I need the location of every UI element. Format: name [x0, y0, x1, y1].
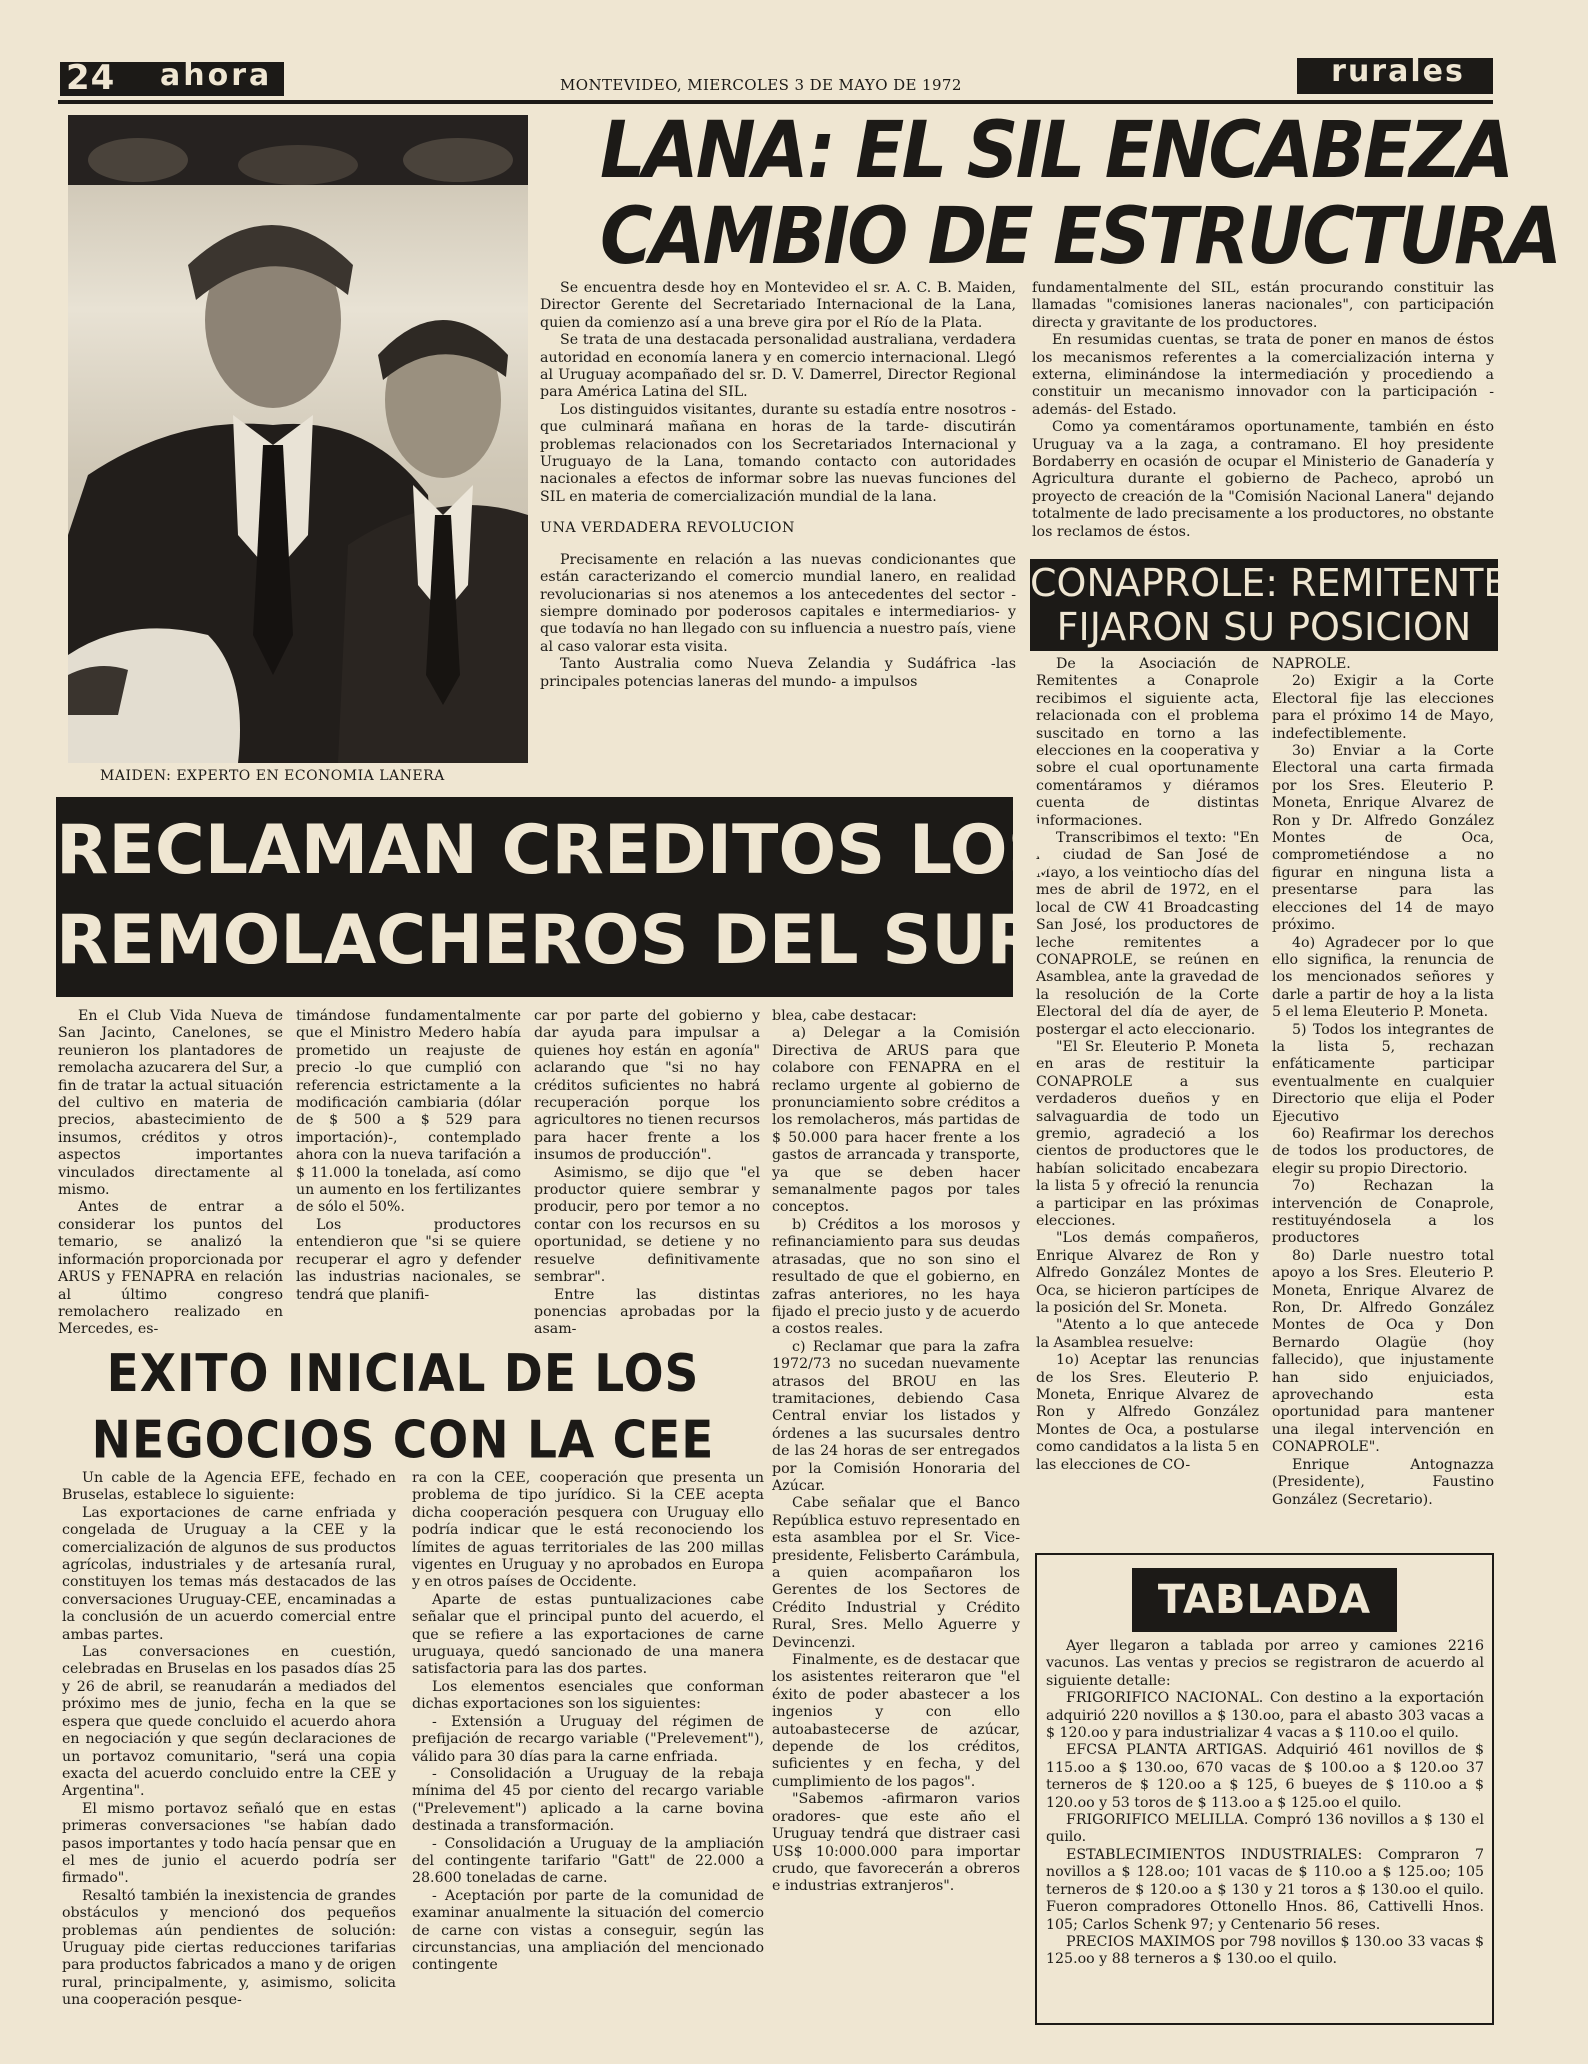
cee-headline-line1: EXITO INICIAL DE LOS — [106, 1343, 700, 1404]
remolacheros-paragraph: Antes de entrar a considerar los puntos del temario, se analizó la información proporcionada por ARUS y FENAPRA en relación al último congreso remolachero realizado en Mercedes, es- — [58, 1199, 283, 1338]
cee-paragraph: - Consolidación a Uruguay de la rebaja mínima del 45 por ciento del recargo variable ("Prelevement") aplicado a la carne bovina destinada a transformación. — [412, 1765, 764, 1835]
lana-paragraph: En resumidas cuentas, se trata de poner en manos de éstos los mecanismos referentes a la comercialización interna y externa, eliminándose la intermediación y procediendo a constituir un mecanismo innovador con la participación -además- del Estado. — [1032, 332, 1494, 418]
cee-paragraph: - Aceptación por parte de la comunidad de examinar anualmente la situación del comercio de carne con vistas a conseguir, según las circunstancias, una ampliación del mencionado contingente — [412, 1887, 764, 1974]
remolacheros-column-1 — [58, 1008, 283, 1338]
tablada-paragraph: PRECIOS MAXIMOS por 798 novillos $ 130.oo 33 vacas $ 125.oo y 88 terneros a $ 130.oo el quilo. — [1046, 1933, 1484, 1968]
section-right: rurales — [1331, 54, 1465, 89]
conaprole-paragraph: "El Sr. Eleuterio P. Moneta en aras de restituir la CONAPROLE a sus verdaderos dueños y en salvaguardia de todo un gremio, agradeció a los cientos de productores que le habían solicitado encabezara la lista 5 y ofreció la renuncia a participar en las próximas elecciones. — [1036, 1038, 1259, 1229]
cee-headline-line2: NEGOCIOS CON LA CEE — [91, 1410, 715, 1471]
remolacheros-paragraph: c) Reclamar que para la zafra 1972/73 no sucedan nuevamente atrasos del BROU en las tramitaciones, debiendo Casa Central enviar los listados y órdenes a las sucursales dentro de las 24 horas de ser entregados por la Comisión Honoraria del Azúcar. — [772, 1338, 1020, 1494]
section-left: ahora — [160, 58, 273, 93]
lana-headline-line1: LANA: EL SIL ENCABEZA — [600, 106, 1512, 196]
remolacheros-paragraph: Los productores entendieron que "si se quiere recuperar el agro y defender las industrias nacionales, se tendrá que planifi- — [296, 1216, 521, 1303]
lana-paragraph: Los distinguidos visitantes, durante su estadía entre nosotros -que culminará mañana en horas de la tarde- discutirán problemas relacionados con los Secretariados Internacional y Uruguayo de la Lana, tomando contacto con autoridades nacionales a efectos de informar sobre las nuevas funciones del SIL en materia de comercialización mundial de la lana. — [540, 401, 1016, 505]
remolacheros-column-2 — [296, 1008, 521, 1326]
lana-subhead: UNA VERDADERA REVOLUCION — [540, 520, 795, 537]
tablada-paragraph: FRIGORIFICO MELILLA. Compró 136 novillos a $ 130 el quilo. — [1046, 1812, 1484, 1846]
conaprole-column-2 — [1272, 656, 1494, 1546]
conaprole-paragraph: 4o) Agradecer por lo que ello significa, la renuncia de los mencionados señores y darle a partir de hoy a la lista 5 el lema Eleuterio P. Moneta. — [1272, 934, 1494, 1021]
tablada-paragraph: FRIGORIFICO NACIONAL. Con destino a la exportación adquirió 220 novillos a $ 130.oo, para el abasto 303 vacas a $ 120.oo y para industrializar 4 vacas a $ 110.oo el quilo. — [1046, 1690, 1484, 1742]
lana-column-1 — [540, 280, 1016, 787]
tablada-paragraph: Ayer llegaron a tablada por arreo y camiones 2216 vacunos. Las ventas y precios se registraron de acuerdo al siguiente detalle: — [1046, 1638, 1484, 1689]
remolacheros-paragraph: Asimismo, se dijo que "el productor quiere sembrar y producir, pero por temor a no contar con los recursos en su oportunidad, se detiene y no resuelve definitivamente sembrar". — [534, 1164, 760, 1286]
lana-paragraph: fundamentalmente del SIL, están procurando constituir las llamadas "comisiones laneras nacionales", con participación directa y gravitante de los productores. — [1032, 280, 1494, 331]
remolacheros-paragraph: timándose fundamentalmente que el Ministro Medero había prometido un reajuste de precio -lo que cumplió con referencia estrictamente a la modificación cambiaria (dólar de $ 500 a $ 529 para importación)-, contemplado ahora con la nueva tarifación a $ 11.000 la tonelada, así como un aumento en los fertilizantes de sólo el 50%. — [296, 1008, 521, 1216]
cee-paragraph: Las conversaciones en cuestión, celebradas en Bruselas en los pasados días 25 y 26 de abril, se reanudarán a mediados del próximo mes de junio, fecha en la que se espera que quede concluido el acuerdo ahora en negociación y que según declaraciones de un portavoz comunitario, "será una copia exacta del acuerdo concluido entre la CEE y Argentina". — [62, 1644, 396, 1800]
lana-paragraph: Tanto Australia como Nueva Zelandia y Sudáfrica -las principales potencias laneras del mundo- a impulsos — [540, 656, 1016, 690]
lana-paragraph: Se trata de una destacada personalidad australiana, verdadera autoridad en economía lanera y en comercio internacional. Llegó al Uruguay acompañado del sr. D. V. Damerrel, Director Regional para América Latina del SIL. — [540, 332, 1016, 401]
remolacheros-headline-line1: RECLAMAN CREDITOS LOS — [56, 811, 1057, 890]
conaprole-headline-line1: CONAPROLE: REMITENTES — [1030, 561, 1532, 605]
cee-paragraph: Aparte de estas puntualizaciones cabe señalar que el principal punto del acuerdo, el que se refiere a las exportaciones de carne uruguaya, quedó sancionado de una manera satisfactoria para las dos partes. — [412, 1591, 764, 1678]
cee-column-1 — [62, 1470, 396, 2040]
lana-paragraph: Precisamente en relación a las nuevas condicionantes que están caracterizando el comercio mundial lanero, en realidad revolucionarias si nos atenemos a los antecedentes del sector -siempre dominado por poderosos capitales e intermediarios- y que todavía no han llegado con su influencia a nuestro país, viene al caso valorar esta visita. — [540, 551, 1016, 655]
cee-paragraph: Resaltó también la inexistencia de grandes obstáculos y mencionó dos pequeños problemas aún pendientes de solución: Uruguay pide ciertas reducciones tarifarias para productos fabricados a mano y de origen rural, principalmente, y, asimismo, solicita una cooperación pesque- — [62, 1887, 396, 2009]
lana-column-2 — [1032, 280, 1494, 556]
tablada-paragraph: ESTABLECIMIENTOS INDUSTRIALES: Compraron 7 novillos a $ 128.oo; 101 vacas de $ 110.oo a $ 125.oo; 105 terneros de $ 120.oo a $ 130 y 21 toros a $ 130.oo el quilo. Fueron compradores Ottonello Hnos. 86, Cattivelli Hnos. 105; Carlos Schenk 97; y Centenario 56 reses. — [1046, 1846, 1484, 1933]
remolacheros-headline — [56, 806, 1057, 986]
remolacheros-paragraph: En el Club Vida Nueva de San Jacinto, Canelones, se reunieron los plantadores de remolacha azucarera del Sur, a fin de tratar la actual situación del cultivo en materia de precios, abastecimiento de insumos, créditos y otros aspectos importantes vinculados directamente al mismo. — [58, 1008, 283, 1199]
conaprole-paragraph: De la Asociación de Remitentes a Conaprole recibimos el siguiente acta, relacionada con el problema suscitado en torno a las elecciones en la cooperativa y sobre el cual oportunamente comentáramos y diéramos cuenta de distintas informaciones. — [1036, 656, 1259, 829]
cee-paragraph: Las exportaciones de carne enfriada y congelada de Uruguay a la CEE y la comercialización de algunos de sus productos agrícolas, industriales y de artesanía rural, constituyen los temas más destacados de las conversaciones Uruguay-CEE, encaminadas a la conclusión de un acuerdo comercial entre ambas partes. — [62, 1504, 396, 1643]
photo-caption: MAIDEN: EXPERTO EN ECONOMIA LANERA — [100, 768, 445, 784]
cee-paragraph: ra con la CEE, cooperación que presenta un problema de tipo jurídico. Si la CEE acepta dicha cooperación pesquera con Uruguay ello podría indicar que le está reconociendo los límites de aguas territoriales de las 200 millas vigentes en Uruguay y no aprobados en Europa y en otros países de Occidente. — [412, 1470, 764, 1591]
remolacheros-paragraph: Cabe señalar que el Banco República estuvo representado en esta asamblea por el Sr. Vice-presidente, Felisberto Carámbula, a quien acompañaron los Gerentes de los Sectores de Crédito Industrial y Crédito Rural, Sres. Mello Aguerre y Devincenzi. — [772, 1495, 1020, 1651]
remolacheros-paragraph: "Sabemos -afirmaron varios oradores- que este año el Uruguay tendrá que distraer casi US$ 10:000.000 para importar crudo, que favorecerán a obreros e industrias extranjeros". — [772, 1791, 1020, 1895]
conaprole-paragraph: NAPROLE. — [1272, 656, 1351, 672]
conaprole-paragraph: 2o) Exigir a la Corte Electoral fije las elecciones para el próximo 14 de Mayo, indefectiblemente. — [1272, 673, 1494, 742]
remolacheros-headline-line2: REMOLACHEROS DEL SUR — [56, 901, 1039, 980]
conaprole-paragraph: 7o) Rechazan la intervención de Conaprole, restituyéndosela a los productores — [1272, 1178, 1494, 1247]
remolacheros-paragraph: blea, cabe destacar: — [772, 1008, 917, 1024]
lana-paragraph: Como ya comentáramos oportunamente, también en ésto Uruguay va a la zaga, a contramano. El hoy presidente Bordaberry en ocasión de ocupar el Ministerio de Ganadería y Agricultura durante el gobierno de Pacheco, aprobó un proyecto de creación de la "Comisión Nacional Lanera" dejando totalmente de lado precisamente a los productores, no obstante los reclamos de éstos. — [1032, 419, 1494, 540]
conaprole-paragraph: 6o) Reafirmar los derechos de todos los productores, de elegir su propio Directorio. — [1272, 1125, 1494, 1177]
remolacheros-column-4 — [772, 1008, 1020, 2038]
conaprole-paragraph: 1o) Aceptar las renuncias de los Sres. Eleuterio P. Moneta, Enrique Alvarez de Ron y Alfredo González Montes de Oca, a postularse como candidatos a la lista 5 en las elecciones de CO- — [1036, 1352, 1259, 1473]
remolacheros-paragraph: Entre las distintas ponencias aprobadas por la asam- — [534, 1286, 760, 1338]
cee-paragraph: Los elementos esenciales que conforman dichas exportaciones son los siguientes: — [412, 1678, 764, 1713]
remolacheros-paragraph: car por parte del gobierno y dar ayuda para impulsar a quienes hoy están en agonía" aclarando que "si no hay créditos suficientes no habrá recuperación porque los agricultores no tienen recursos para hacer frente a los insumos de producción". — [534, 1008, 760, 1164]
conaprole-paragraph: 5) Todos los integrantes de la lista 5, rechazan enfáticamente participar eventualmente en cualquier Directorio que elija el Poder Ejecutivo — [1272, 1021, 1494, 1125]
lana-headline-line2: CAMBIO DE ESTRUCTURA — [600, 192, 1560, 282]
remolacheros-paragraph: Finalmente, es de destacar que los asistentes reiteraron que "el éxito de poder abastecer a los ingenios y con ello autoabastecerse de azúcar, depende de los créditos, suficientes y en fecha, y del cumplimiento de los pagos". — [772, 1652, 1020, 1790]
tablada-headline: TABLADA — [1157, 1577, 1372, 1623]
lana-headline — [600, 106, 1560, 282]
conaprole-headline-line2: FIJARON SU POSICION — [1056, 605, 1472, 649]
cee-headline — [60, 1340, 746, 1474]
conaprole-paragraph: Transcribimos el texto: "En la ciudad de San José de Mayo, a los veintiocho días del mes de abril de 1972, en el local de CW 41 Broadcasting San José, los productores de leche remitentes a CONAPROLE, se reúnen en Asamblea, ante la gravedad de la resolución de la Corte Electoral del día de ayer, de postergar el acto eleccionario. — [1036, 830, 1259, 1038]
page-number: 24 — [66, 58, 116, 98]
conaprole-paragraph: 3o) Enviar a la Corte Electoral una carta firmada por los Sres. Eleuterio P. Moneta, Enrique Alvarez de Ron y Dr. Alfredo González Montes de Oca, comprometiéndose a no figurar en ninguna lista a presentarse para las elecciones del 14 de mayo próximo. — [1272, 743, 1494, 934]
tablada-body — [1046, 1638, 1484, 2018]
conaprole-column-1 — [1036, 656, 1259, 1546]
conaprole-paragraph: "Atento a lo que antecede la Asamblea resuelve: — [1036, 1317, 1259, 1351]
remolacheros-paragraph: b) Créditos a los morosos y refinanciamiento para sus deudas atrasadas, que no son sino el resultado de que el gobierno, en zafras anteriores, no les haya fijado el precio justo y de acuerdo a costos reales. — [772, 1216, 1020, 1338]
conaprole-paragraph: 8o) Darle nuestro total apoyo a los Sres. Eleuterio P. Moneta, Enrique Alvarez de Ron, Dr. Alfredo González Montes de Oca y Don Bernardo Olagüe (hoy fallecido), que injustamente han sido enjuiciados, aprovechando esta oportunidad para mantener una ilegal intervención en CONAPROLE". — [1272, 1247, 1494, 1456]
remolacheros-column-3 — [534, 1008, 760, 1338]
conaprole-paragraph: Enrique Antognazza (Presidente), Faustino González (Secretario). — [1272, 1456, 1494, 1508]
photo-maiden — [68, 115, 528, 763]
photo-figures — [68, 115, 528, 763]
cee-paragraph: El mismo portavoz señaló que en estas primeras conversaciones "se habían dado pasos importantes y todo hacía pensar que en el mes de junio el acuerdo podría ser firmado". — [62, 1800, 396, 1887]
cee-column-2 — [412, 1470, 764, 2040]
cee-paragraph: Un cable de la Agencia EFE, fechado en Bruselas, establece lo siguiente: — [62, 1470, 396, 1504]
cee-paragraph: - Extensión a Uruguay del régimen de prefijación de recargo variable ("Prelevement"), válido para 30 días para la carne enfriada. — [412, 1713, 764, 1765]
conaprole-paragraph: "Los demás compañeros, Enrique Alvarez de Ron y Alfredo González Montes de Oca, se hicieron partícipes de la posición del Sr. Moneta. — [1036, 1230, 1259, 1317]
lana-paragraph: Se encuentra desde hoy en Montevideo el sr. A. C. B. Maiden, Director Gerente del Secretariado Internacional de la Lana, quien da comienzo así a una breve gira por el Río de la Plata. — [540, 280, 1016, 331]
tablada-paragraph: EFCSA PLANTA ARTIGAS. Adquirió 461 novillos de $ 115.oo a $ 130.oo, 670 vacas de $ 100.oo a $ 120.oo 37 terneros de $ 120.oo a $ 125, 6 bueyes de $ 110.oo a $ 120.oo y 53 toros de $ 113.oo a $ 125.oo el quilo. — [1046, 1742, 1484, 1811]
dateline: MONTEVIDEO, MIERCOLES 3 DE MAYO DE 1972 — [560, 76, 962, 94]
remolacheros-paragraph: a) Delegar a la Comisión Directiva de ARUS para que colabore con FENAPRA en el reclamo urgente al gobierno de pronunciamiento sobre créditos a los remolacheros, más partidas de $ 50.000 para hacer frente a los gastos de arrancada y transporte, ya que se deben hacer semanalmente pagos por tales conceptos. — [772, 1025, 1020, 1216]
conaprole-headline — [1030, 561, 1532, 649]
masthead-rule — [58, 100, 1493, 104]
cee-paragraph: - Consolidación a Uruguay de la ampliación del contingente tarifario "Gatt" de 22.000 a 28.600 toneladas de carne. — [412, 1835, 764, 1887]
